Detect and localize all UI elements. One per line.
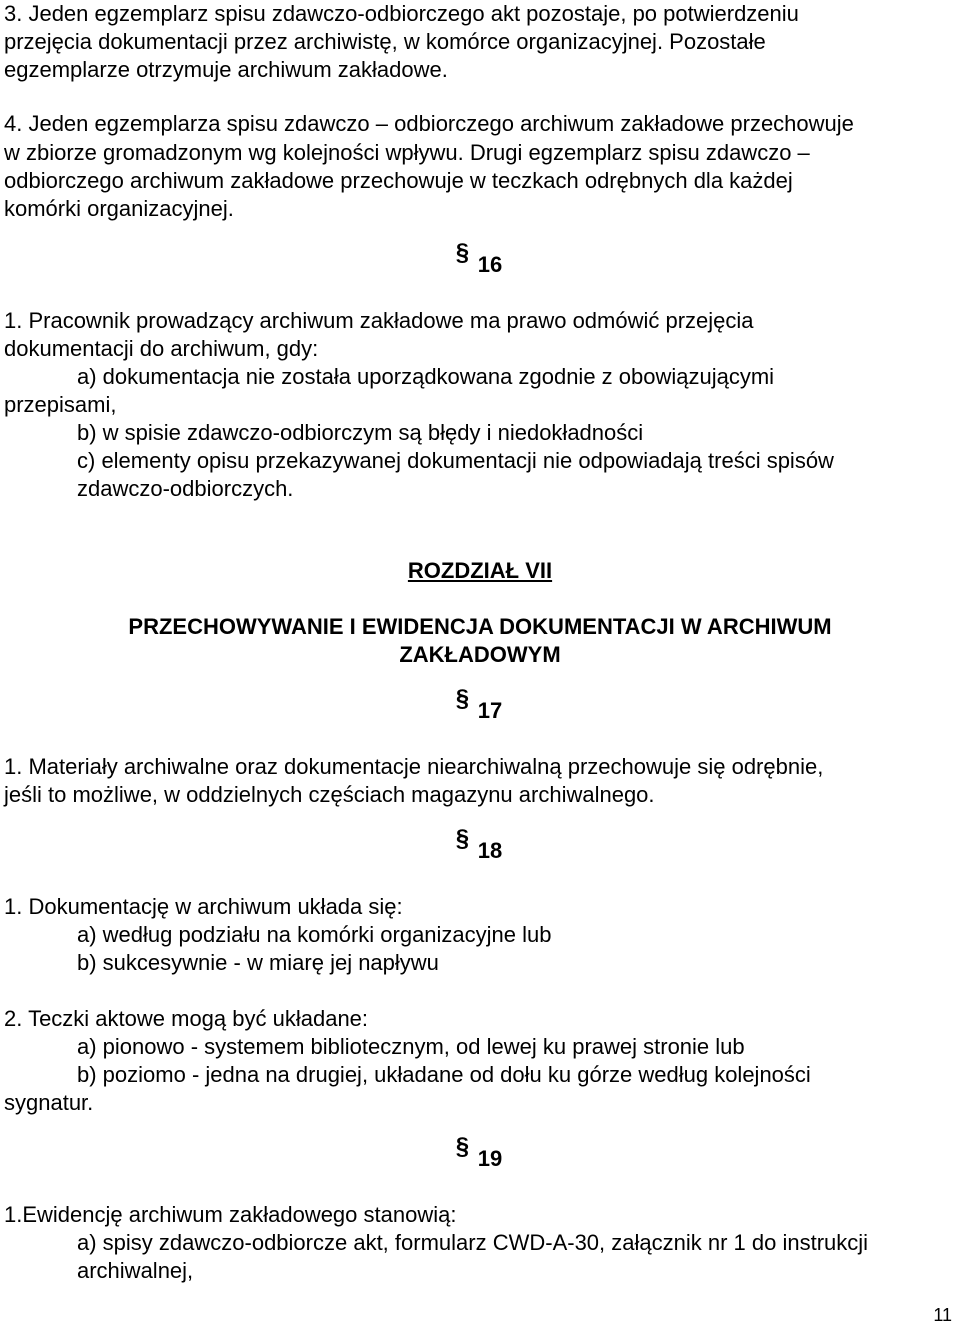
chapter-number: ROZDZIAŁ VII: [407, 558, 553, 583]
list-item: b) w spisie zdawczo-odbiorczym są błędy i niedokładności: [77, 420, 644, 445]
paragraph-line: 3. Jeden egzemplarz spisu zdawczo-odbiorczego akt pozostaje, po potwierdzeniu: [4, 1, 799, 26]
paragraph-line: odbiorczego archiwum zakładowe przechowuje w teczkach odrębnych dla każdej: [4, 168, 793, 193]
section-heading-18: [0, 837, 960, 865]
paragraph-line: sygnatur.: [4, 1090, 94, 1115]
paragraph-line: 1. Materiały archiwalne oraz dokumentacje niearchiwalną przechowuje się odrębnie,: [4, 754, 824, 779]
list-item: zdawczo-odbiorczych.: [77, 476, 294, 501]
section-number: 17: [477, 698, 503, 723]
paragraph-line: egzemplarze otrzymuje archiwum zakładowe.: [4, 57, 448, 82]
paragraph-line: 1. Dokumentację w archiwum układa się:: [4, 894, 403, 919]
list-item: a) według podziału na komórki organizacyjne lub: [77, 922, 552, 947]
paragraph-line: komórki organizacyjnej.: [4, 196, 234, 221]
section-number: 19: [477, 1146, 503, 1171]
section-heading-16: [0, 251, 960, 279]
list-item: a) pionowo - systemem bibliotecznym, od lewej ku prawej stronie lub: [77, 1034, 745, 1059]
section-sign: [458, 837, 474, 855]
chapter-title: ZAKŁADOWYM: [399, 642, 561, 667]
list-item: a) spisy zdawczo-odbiorcze akt, formularz CWD-A-30, załącznik nr 1 do instrukcji: [77, 1230, 869, 1255]
paragraph-line: 1. Pracownik prowadzący archiwum zakładowe ma prawo odmówić przejęcia: [4, 308, 754, 333]
section-sign: [458, 1145, 474, 1163]
section-sign: [458, 251, 474, 269]
list-item: b) poziomo - jedna na drugiej, układane od dołu ku górze według kolejności: [77, 1062, 811, 1087]
list-item: c) elementy opisu przekazywanej dokumentacji nie odpowiadają treści spisów: [77, 448, 834, 473]
section-sign: [458, 697, 474, 715]
section-heading-19: [0, 1145, 960, 1173]
list-item: b) sukcesywnie - w miarę jej napływu: [77, 950, 439, 975]
paragraph-line: 2. Teczki aktowe mogą być układane:: [4, 1006, 369, 1031]
paragraph-line: przejęcia dokumentacji przez archiwistę, w komórce organizacyjnej. Pozostałe: [4, 29, 766, 54]
list-item: a) dokumentacja nie została uporządkowana zgodnie z obowiązującymi: [77, 364, 775, 389]
page-number: 11: [933, 1305, 952, 1325]
paragraph-line: przepisami,: [4, 392, 117, 417]
paragraph-line: w zbiorze gromadzonym wg kolejności wpływu. Drugi egzemplarz spisu zdawczo –: [4, 140, 810, 165]
paragraph-line: dokumentacji do archiwum, gdy:: [4, 336, 319, 361]
paragraph-line: 1.Ewidencję archiwum zakładowego stanowią:: [4, 1202, 457, 1227]
paragraph-line: jeśli to możliwe, w oddzielnych częściach magazynu archiwalnego.: [4, 782, 655, 807]
paragraph-line: 4. Jeden egzemplarza spisu zdawczo – odbiorczego archiwum zakładowe przechowuje: [4, 111, 854, 136]
section-number: 18: [477, 838, 503, 863]
section-heading-17: [0, 697, 960, 725]
list-item: archiwalnej,: [77, 1258, 194, 1283]
chapter-title: PRZECHOWYWANIE I EWIDENCJA DOKUMENTACJI W ARCHIWUM: [128, 614, 832, 639]
section-number: 16: [477, 252, 503, 277]
